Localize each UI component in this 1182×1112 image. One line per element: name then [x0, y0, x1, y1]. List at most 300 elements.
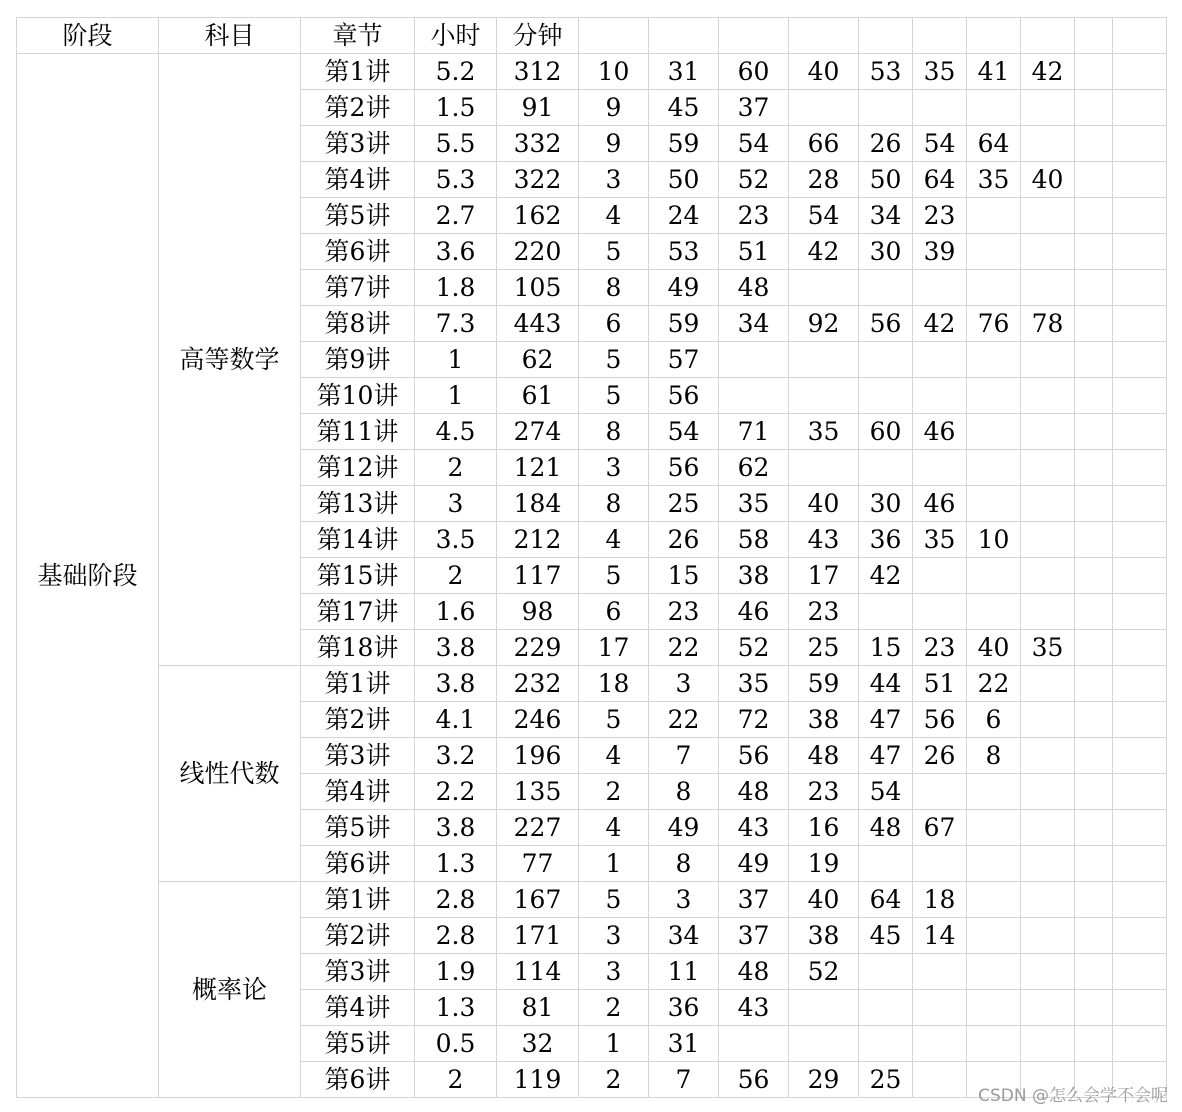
segment-minutes-cell[interactable]: [1075, 954, 1113, 990]
segment-minutes-cell[interactable]: [1113, 738, 1167, 774]
chapter-cell[interactable]: 第15讲: [301, 558, 415, 594]
segment-minutes-cell[interactable]: 8: [649, 846, 719, 882]
minutes-cell[interactable]: 121: [497, 450, 579, 486]
segment-minutes-cell[interactable]: [1021, 342, 1075, 378]
segment-minutes-cell[interactable]: [913, 90, 967, 126]
minutes-cell[interactable]: 246: [497, 702, 579, 738]
segment-minutes-cell[interactable]: 35: [719, 666, 789, 702]
segment-minutes-cell[interactable]: [1021, 918, 1075, 954]
segment-minutes-cell[interactable]: 56: [719, 1062, 789, 1098]
header-cell[interactable]: [579, 18, 649, 54]
hours-cell[interactable]: 3: [415, 486, 497, 522]
segment-minutes-cell[interactable]: 31: [649, 1026, 719, 1062]
segment-minutes-cell[interactable]: 3: [579, 918, 649, 954]
header-cell[interactable]: [967, 18, 1021, 54]
segment-minutes-cell[interactable]: 23: [649, 594, 719, 630]
hours-cell[interactable]: 4.5: [415, 414, 497, 450]
header-cell[interactable]: [649, 18, 719, 54]
segment-minutes-cell[interactable]: 52: [719, 630, 789, 666]
segment-minutes-cell[interactable]: [967, 234, 1021, 270]
segment-minutes-cell[interactable]: 37: [719, 918, 789, 954]
minutes-cell[interactable]: 171: [497, 918, 579, 954]
chapter-cell[interactable]: 第5讲: [301, 198, 415, 234]
chapter-cell[interactable]: 第1讲: [301, 666, 415, 702]
segment-minutes-cell[interactable]: 2: [579, 774, 649, 810]
segment-minutes-cell[interactable]: [859, 1026, 913, 1062]
segment-minutes-cell[interactable]: 50: [859, 162, 913, 198]
segment-minutes-cell[interactable]: [1021, 1026, 1075, 1062]
segment-minutes-cell[interactable]: [967, 486, 1021, 522]
hours-cell[interactable]: 2: [415, 1062, 497, 1098]
segment-minutes-cell[interactable]: 56: [859, 306, 913, 342]
segment-minutes-cell[interactable]: [967, 774, 1021, 810]
segment-minutes-cell[interactable]: 48: [789, 738, 859, 774]
segment-minutes-cell[interactable]: [859, 378, 913, 414]
segment-minutes-cell[interactable]: 19: [789, 846, 859, 882]
segment-minutes-cell[interactable]: [1113, 558, 1167, 594]
segment-minutes-cell[interactable]: [967, 342, 1021, 378]
chapter-cell[interactable]: 第3讲: [301, 954, 415, 990]
segment-minutes-cell[interactable]: [1113, 450, 1167, 486]
segment-minutes-cell[interactable]: [913, 990, 967, 1026]
segment-minutes-cell[interactable]: 41: [967, 54, 1021, 90]
chapter-cell[interactable]: 第14讲: [301, 522, 415, 558]
segment-minutes-cell[interactable]: 3: [579, 162, 649, 198]
segment-minutes-cell[interactable]: [967, 810, 1021, 846]
chapter-cell[interactable]: 第2讲: [301, 918, 415, 954]
segment-minutes-cell[interactable]: [913, 342, 967, 378]
segment-minutes-cell[interactable]: 31: [649, 54, 719, 90]
segment-minutes-cell[interactable]: [1021, 378, 1075, 414]
segment-minutes-cell[interactable]: 39: [913, 234, 967, 270]
segment-minutes-cell[interactable]: 45: [859, 918, 913, 954]
segment-minutes-cell[interactable]: 42: [789, 234, 859, 270]
segment-minutes-cell[interactable]: [967, 378, 1021, 414]
chapter-cell[interactable]: 第4讲: [301, 990, 415, 1026]
chapter-cell[interactable]: 第2讲: [301, 90, 415, 126]
hours-cell[interactable]: 3.8: [415, 810, 497, 846]
stage-cell[interactable]: 基础阶段: [17, 54, 159, 1098]
header-cell[interactable]: [1075, 18, 1113, 54]
segment-minutes-cell[interactable]: 23: [913, 198, 967, 234]
chapter-cell[interactable]: 第3讲: [301, 738, 415, 774]
chapter-cell[interactable]: 第5讲: [301, 1026, 415, 1062]
hours-cell[interactable]: 1.6: [415, 594, 497, 630]
segment-minutes-cell[interactable]: 25: [789, 630, 859, 666]
segment-minutes-cell[interactable]: [1075, 162, 1113, 198]
segment-minutes-cell[interactable]: 54: [913, 126, 967, 162]
hours-cell[interactable]: 7.3: [415, 306, 497, 342]
segment-minutes-cell[interactable]: 66: [789, 126, 859, 162]
segment-minutes-cell[interactable]: [1021, 666, 1075, 702]
segment-minutes-cell[interactable]: 30: [859, 234, 913, 270]
segment-minutes-cell[interactable]: 3: [579, 954, 649, 990]
segment-minutes-cell[interactable]: [1021, 450, 1075, 486]
hours-cell[interactable]: 3.8: [415, 666, 497, 702]
minutes-cell[interactable]: 91: [497, 90, 579, 126]
segment-minutes-cell[interactable]: 51: [719, 234, 789, 270]
segment-minutes-cell[interactable]: [1021, 846, 1075, 882]
segment-minutes-cell[interactable]: [1113, 90, 1167, 126]
hours-cell[interactable]: 2.2: [415, 774, 497, 810]
segment-minutes-cell[interactable]: 44: [859, 666, 913, 702]
minutes-cell[interactable]: 105: [497, 270, 579, 306]
segment-minutes-cell[interactable]: [789, 342, 859, 378]
segment-minutes-cell[interactable]: [1113, 198, 1167, 234]
segment-minutes-cell[interactable]: 7: [649, 738, 719, 774]
segment-minutes-cell[interactable]: [967, 414, 1021, 450]
segment-minutes-cell[interactable]: 15: [859, 630, 913, 666]
segment-minutes-cell[interactable]: 23: [789, 594, 859, 630]
segment-minutes-cell[interactable]: 43: [789, 522, 859, 558]
segment-minutes-cell[interactable]: 46: [719, 594, 789, 630]
subject-cell[interactable]: 高等数学: [159, 54, 301, 666]
segment-minutes-cell[interactable]: 9: [579, 90, 649, 126]
segment-minutes-cell[interactable]: [1075, 666, 1113, 702]
segment-minutes-cell[interactable]: 37: [719, 882, 789, 918]
hours-cell[interactable]: 0.5: [415, 1026, 497, 1062]
segment-minutes-cell[interactable]: [913, 774, 967, 810]
segment-minutes-cell[interactable]: [1021, 774, 1075, 810]
hours-cell[interactable]: 3.6: [415, 234, 497, 270]
segment-minutes-cell[interactable]: [789, 450, 859, 486]
segment-minutes-cell[interactable]: [913, 378, 967, 414]
segment-minutes-cell[interactable]: [913, 558, 967, 594]
segment-minutes-cell[interactable]: [1075, 882, 1113, 918]
chapter-cell[interactable]: 第13讲: [301, 486, 415, 522]
segment-minutes-cell[interactable]: [1021, 270, 1075, 306]
segment-minutes-cell[interactable]: 60: [719, 54, 789, 90]
segment-minutes-cell[interactable]: [913, 270, 967, 306]
segment-minutes-cell[interactable]: [1075, 738, 1113, 774]
segment-minutes-cell[interactable]: [1075, 342, 1113, 378]
segment-minutes-cell[interactable]: [1021, 234, 1075, 270]
segment-minutes-cell[interactable]: 49: [719, 846, 789, 882]
segment-minutes-cell[interactable]: [1021, 414, 1075, 450]
segment-minutes-cell[interactable]: [1113, 630, 1167, 666]
minutes-cell[interactable]: 443: [497, 306, 579, 342]
segment-minutes-cell[interactable]: [1021, 522, 1075, 558]
segment-minutes-cell[interactable]: 9: [579, 126, 649, 162]
segment-minutes-cell[interactable]: [1075, 270, 1113, 306]
segment-minutes-cell[interactable]: 92: [789, 306, 859, 342]
segment-minutes-cell[interactable]: [1113, 954, 1167, 990]
segment-minutes-cell[interactable]: [859, 594, 913, 630]
hours-cell[interactable]: 1.3: [415, 846, 497, 882]
segment-minutes-cell[interactable]: [967, 558, 1021, 594]
segment-minutes-cell[interactable]: [1075, 1026, 1113, 1062]
segment-minutes-cell[interactable]: 34: [649, 918, 719, 954]
segment-minutes-cell[interactable]: [1021, 882, 1075, 918]
segment-minutes-cell[interactable]: [1113, 522, 1167, 558]
segment-minutes-cell[interactable]: [967, 594, 1021, 630]
segment-minutes-cell[interactable]: [913, 954, 967, 990]
segment-minutes-cell[interactable]: 36: [859, 522, 913, 558]
segment-minutes-cell[interactable]: [859, 270, 913, 306]
segment-minutes-cell[interactable]: [1021, 738, 1075, 774]
segment-minutes-cell[interactable]: [1075, 54, 1113, 90]
segment-minutes-cell[interactable]: 38: [789, 702, 859, 738]
segment-minutes-cell[interactable]: [1113, 810, 1167, 846]
segment-minutes-cell[interactable]: [1113, 378, 1167, 414]
hours-cell[interactable]: 3.2: [415, 738, 497, 774]
segment-minutes-cell[interactable]: [789, 378, 859, 414]
segment-minutes-cell[interactable]: 17: [789, 558, 859, 594]
segment-minutes-cell[interactable]: 5: [579, 702, 649, 738]
chapter-cell[interactable]: 第1讲: [301, 54, 415, 90]
segment-minutes-cell[interactable]: [1075, 702, 1113, 738]
segment-minutes-cell[interactable]: [913, 1026, 967, 1062]
segment-minutes-cell[interactable]: 59: [649, 306, 719, 342]
segment-minutes-cell[interactable]: 56: [719, 738, 789, 774]
segment-minutes-cell[interactable]: 54: [649, 414, 719, 450]
segment-minutes-cell[interactable]: [719, 378, 789, 414]
segment-minutes-cell[interactable]: 6: [579, 306, 649, 342]
header-cell[interactable]: [789, 18, 859, 54]
hours-cell[interactable]: 5.2: [415, 54, 497, 90]
segment-minutes-cell[interactable]: 56: [913, 702, 967, 738]
minutes-cell[interactable]: 119: [497, 1062, 579, 1098]
chapter-cell[interactable]: 第1讲: [301, 882, 415, 918]
segment-minutes-cell[interactable]: 4: [579, 738, 649, 774]
segment-minutes-cell[interactable]: [1075, 846, 1113, 882]
segment-minutes-cell[interactable]: [1113, 990, 1167, 1026]
segment-minutes-cell[interactable]: [967, 198, 1021, 234]
segment-minutes-cell[interactable]: [859, 90, 913, 126]
header-cell[interactable]: [719, 18, 789, 54]
segment-minutes-cell[interactable]: 50: [649, 162, 719, 198]
segment-minutes-cell[interactable]: 64: [859, 882, 913, 918]
hours-cell[interactable]: 2.7: [415, 198, 497, 234]
segment-minutes-cell[interactable]: 48: [719, 270, 789, 306]
segment-minutes-cell[interactable]: 59: [789, 666, 859, 702]
segment-minutes-cell[interactable]: 10: [579, 54, 649, 90]
segment-minutes-cell[interactable]: 17: [579, 630, 649, 666]
chapter-cell[interactable]: 第6讲: [301, 846, 415, 882]
minutes-cell[interactable]: 81: [497, 990, 579, 1026]
segment-minutes-cell[interactable]: [1075, 594, 1113, 630]
segment-minutes-cell[interactable]: 16: [789, 810, 859, 846]
hours-cell[interactable]: 1.3: [415, 990, 497, 1026]
segment-minutes-cell[interactable]: 46: [913, 486, 967, 522]
segment-minutes-cell[interactable]: [1075, 90, 1113, 126]
segment-minutes-cell[interactable]: 40: [789, 54, 859, 90]
segment-minutes-cell[interactable]: [1113, 1026, 1167, 1062]
header-cell[interactable]: [859, 18, 913, 54]
segment-minutes-cell[interactable]: 18: [913, 882, 967, 918]
segment-minutes-cell[interactable]: 40: [789, 882, 859, 918]
segment-minutes-cell[interactable]: 2: [579, 1062, 649, 1098]
segment-minutes-cell[interactable]: [1075, 810, 1113, 846]
hours-cell[interactable]: 5.3: [415, 162, 497, 198]
minutes-cell[interactable]: 232: [497, 666, 579, 702]
segment-minutes-cell[interactable]: 22: [649, 630, 719, 666]
hours-cell[interactable]: 4.1: [415, 702, 497, 738]
segment-minutes-cell[interactable]: 43: [719, 990, 789, 1026]
segment-minutes-cell[interactable]: [1021, 702, 1075, 738]
header-cell[interactable]: 章节: [301, 18, 415, 54]
segment-minutes-cell[interactable]: [1075, 486, 1113, 522]
minutes-cell[interactable]: 312: [497, 54, 579, 90]
minutes-cell[interactable]: 274: [497, 414, 579, 450]
segment-minutes-cell[interactable]: 71: [719, 414, 789, 450]
minutes-cell[interactable]: 196: [497, 738, 579, 774]
segment-minutes-cell[interactable]: 42: [859, 558, 913, 594]
segment-minutes-cell[interactable]: 43: [719, 810, 789, 846]
hours-cell[interactable]: 1: [415, 378, 497, 414]
segment-minutes-cell[interactable]: [789, 1026, 859, 1062]
segment-minutes-cell[interactable]: 48: [859, 810, 913, 846]
hours-cell[interactable]: 1.5: [415, 90, 497, 126]
segment-minutes-cell[interactable]: 56: [649, 450, 719, 486]
segment-minutes-cell[interactable]: 49: [649, 810, 719, 846]
segment-minutes-cell[interactable]: [967, 846, 1021, 882]
chapter-cell[interactable]: 第6讲: [301, 1062, 415, 1098]
chapter-cell[interactable]: 第8讲: [301, 306, 415, 342]
chapter-cell[interactable]: 第17讲: [301, 594, 415, 630]
segment-minutes-cell[interactable]: [1021, 954, 1075, 990]
segment-minutes-cell[interactable]: 34: [719, 306, 789, 342]
segment-minutes-cell[interactable]: 48: [719, 774, 789, 810]
segment-minutes-cell[interactable]: 34: [859, 198, 913, 234]
segment-minutes-cell[interactable]: [1021, 810, 1075, 846]
segment-minutes-cell[interactable]: 25: [859, 1062, 913, 1098]
segment-minutes-cell[interactable]: [1075, 450, 1113, 486]
segment-minutes-cell[interactable]: 72: [719, 702, 789, 738]
segment-minutes-cell[interactable]: 54: [859, 774, 913, 810]
segment-minutes-cell[interactable]: 18: [579, 666, 649, 702]
segment-minutes-cell[interactable]: 22: [967, 666, 1021, 702]
segment-minutes-cell[interactable]: 54: [719, 126, 789, 162]
segment-minutes-cell[interactable]: [967, 450, 1021, 486]
segment-minutes-cell[interactable]: [1075, 990, 1113, 1026]
segment-minutes-cell[interactable]: 64: [967, 126, 1021, 162]
segment-minutes-cell[interactable]: [1113, 846, 1167, 882]
header-cell[interactable]: [913, 18, 967, 54]
minutes-cell[interactable]: 162: [497, 198, 579, 234]
segment-minutes-cell[interactable]: [1113, 126, 1167, 162]
segment-minutes-cell[interactable]: 53: [649, 234, 719, 270]
segment-minutes-cell[interactable]: [967, 990, 1021, 1026]
chapter-cell[interactable]: 第11讲: [301, 414, 415, 450]
segment-minutes-cell[interactable]: [1021, 990, 1075, 1026]
chapter-cell[interactable]: 第12讲: [301, 450, 415, 486]
segment-minutes-cell[interactable]: 35: [913, 54, 967, 90]
segment-minutes-cell[interactable]: [1021, 486, 1075, 522]
minutes-cell[interactable]: 61: [497, 378, 579, 414]
header-cell[interactable]: 小时: [415, 18, 497, 54]
segment-minutes-cell[interactable]: [967, 882, 1021, 918]
segment-minutes-cell[interactable]: 23: [913, 630, 967, 666]
segment-minutes-cell[interactable]: [1075, 630, 1113, 666]
segment-minutes-cell[interactable]: 28: [789, 162, 859, 198]
chapter-cell[interactable]: 第10讲: [301, 378, 415, 414]
segment-minutes-cell[interactable]: [859, 450, 913, 486]
minutes-cell[interactable]: 135: [497, 774, 579, 810]
segment-minutes-cell[interactable]: 37: [719, 90, 789, 126]
segment-minutes-cell[interactable]: 22: [649, 702, 719, 738]
segment-minutes-cell[interactable]: [1075, 234, 1113, 270]
segment-minutes-cell[interactable]: [859, 846, 913, 882]
segment-minutes-cell[interactable]: [1075, 774, 1113, 810]
segment-minutes-cell[interactable]: 51: [913, 666, 967, 702]
segment-minutes-cell[interactable]: 35: [967, 162, 1021, 198]
segment-minutes-cell[interactable]: [1113, 270, 1167, 306]
segment-minutes-cell[interactable]: [789, 270, 859, 306]
header-cell[interactable]: 分钟: [497, 18, 579, 54]
segment-minutes-cell[interactable]: 35: [913, 522, 967, 558]
segment-minutes-cell[interactable]: 38: [719, 558, 789, 594]
chapter-cell[interactable]: 第7讲: [301, 270, 415, 306]
segment-minutes-cell[interactable]: 49: [649, 270, 719, 306]
segment-minutes-cell[interactable]: 24: [649, 198, 719, 234]
segment-minutes-cell[interactable]: 5: [579, 342, 649, 378]
segment-minutes-cell[interactable]: [719, 1026, 789, 1062]
segment-minutes-cell[interactable]: 78: [1021, 306, 1075, 342]
segment-minutes-cell[interactable]: 47: [859, 702, 913, 738]
hours-cell[interactable]: 1: [415, 342, 497, 378]
segment-minutes-cell[interactable]: 3: [579, 450, 649, 486]
segment-minutes-cell[interactable]: 11: [649, 954, 719, 990]
segment-minutes-cell[interactable]: 48: [719, 954, 789, 990]
segment-minutes-cell[interactable]: [1075, 126, 1113, 162]
segment-minutes-cell[interactable]: 8: [579, 270, 649, 306]
hours-cell[interactable]: 1.8: [415, 270, 497, 306]
segment-minutes-cell[interactable]: 26: [859, 126, 913, 162]
chapter-cell[interactable]: 第4讲: [301, 774, 415, 810]
segment-minutes-cell[interactable]: 1: [579, 846, 649, 882]
segment-minutes-cell[interactable]: 40: [967, 630, 1021, 666]
segment-minutes-cell[interactable]: 59: [649, 126, 719, 162]
segment-minutes-cell[interactable]: 76: [967, 306, 1021, 342]
segment-minutes-cell[interactable]: 40: [1021, 162, 1075, 198]
segment-minutes-cell[interactable]: [859, 342, 913, 378]
segment-minutes-cell[interactable]: [1021, 558, 1075, 594]
hours-cell[interactable]: 2.8: [415, 918, 497, 954]
segment-minutes-cell[interactable]: [967, 918, 1021, 954]
hours-cell[interactable]: 2.8: [415, 882, 497, 918]
segment-minutes-cell[interactable]: 23: [789, 774, 859, 810]
hours-cell[interactable]: 3.5: [415, 522, 497, 558]
segment-minutes-cell[interactable]: 5: [579, 378, 649, 414]
segment-minutes-cell[interactable]: 26: [913, 738, 967, 774]
hours-cell[interactable]: 2: [415, 450, 497, 486]
minutes-cell[interactable]: 332: [497, 126, 579, 162]
segment-minutes-cell[interactable]: [789, 90, 859, 126]
segment-minutes-cell[interactable]: 6: [967, 702, 1021, 738]
segment-minutes-cell[interactable]: [967, 954, 1021, 990]
segment-minutes-cell[interactable]: 56: [649, 378, 719, 414]
header-cell[interactable]: 阶段: [17, 18, 159, 54]
minutes-cell[interactable]: 229: [497, 630, 579, 666]
segment-minutes-cell[interactable]: [1075, 558, 1113, 594]
segment-minutes-cell[interactable]: [719, 342, 789, 378]
segment-minutes-cell[interactable]: 8: [579, 414, 649, 450]
segment-minutes-cell[interactable]: [967, 270, 1021, 306]
segment-minutes-cell[interactable]: [1113, 882, 1167, 918]
segment-minutes-cell[interactable]: [1113, 54, 1167, 90]
segment-minutes-cell[interactable]: [913, 450, 967, 486]
chapter-cell[interactable]: 第3讲: [301, 126, 415, 162]
segment-minutes-cell[interactable]: 4: [579, 810, 649, 846]
chapter-cell[interactable]: 第5讲: [301, 810, 415, 846]
segment-minutes-cell[interactable]: 8: [579, 486, 649, 522]
segment-minutes-cell[interactable]: [1075, 918, 1113, 954]
segment-minutes-cell[interactable]: 8: [967, 738, 1021, 774]
segment-minutes-cell[interactable]: [1113, 306, 1167, 342]
segment-minutes-cell[interactable]: 35: [1021, 630, 1075, 666]
segment-minutes-cell[interactable]: 35: [719, 486, 789, 522]
